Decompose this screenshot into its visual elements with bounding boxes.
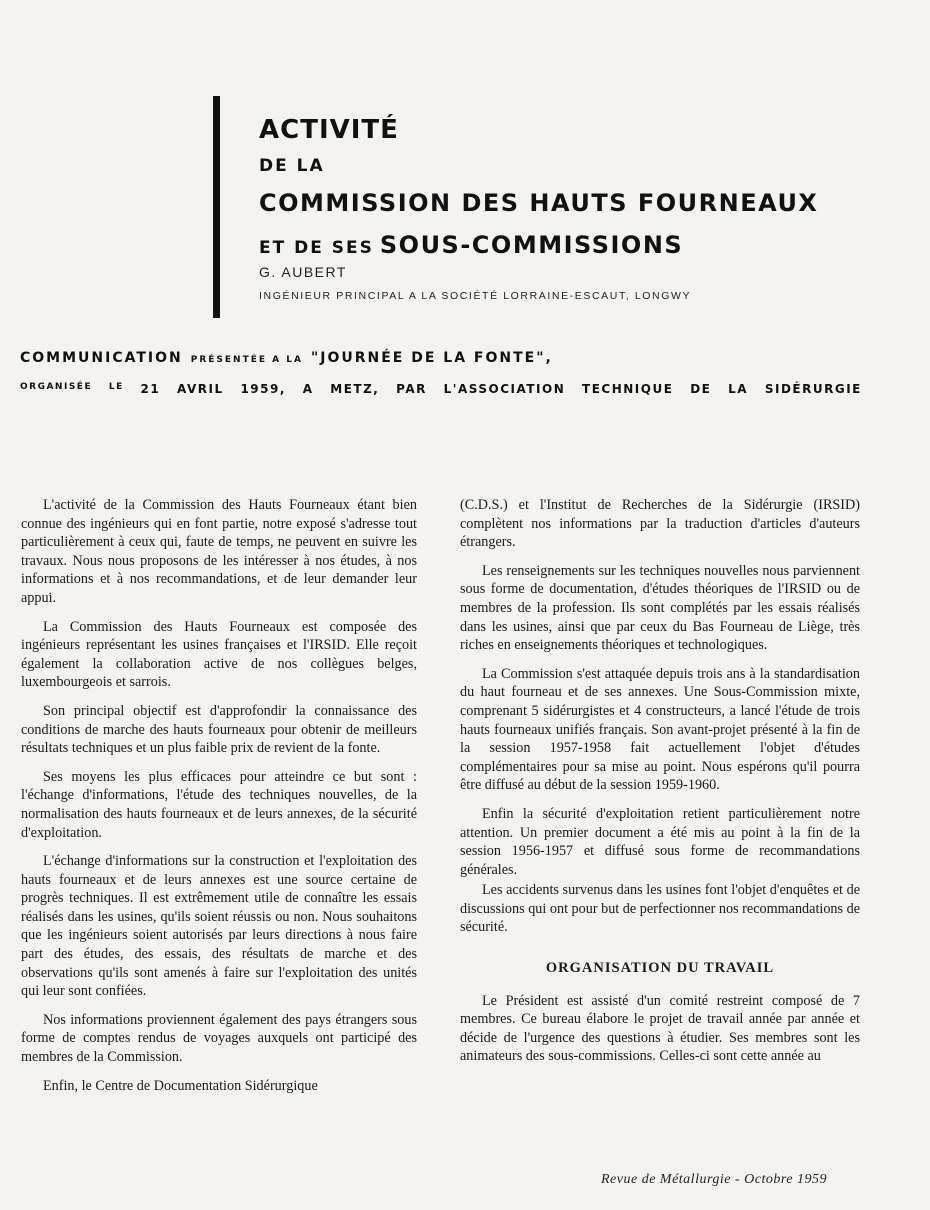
comm-word: TECHNIQUE [582,382,674,396]
article-title [259,110,818,269]
title-line-1: ACTIVITÉ [259,115,399,145]
article-header [213,96,893,318]
communication-presented: PRÉSENTÉE A LA [190,355,303,365]
paragraph: Enfin la sécurité d'exploitation retient particulièrement notre attention. Un premier document a été mis au point à la fin de la session 1956-1957 et diffusé sous forme de recommandations générales. [460,805,860,878]
paragraph: L'échange d'informations sur la construction et l'exploitation des hauts fourneaux et de leurs annexes est une source certaine de progrès techniques. Il est extrêmement utile de connaître les essais réalisés dans les usines, qu'ils soient réussis ou non. Nous souhaitons que les ingénieurs soient autorisés par leurs directions à nous faire part des études, des essais, des résultats de marche et des observations qu'ils sont amenés à faire sur l'exploitation des unités qui leur sont confiées. [21,853,417,1000]
title-line-4-prefix: ET DE SES [259,238,374,258]
comm-word: SIDÉRURGIE [764,382,862,396]
section-heading: ORGANISATION DU TRAVAIL [545,960,775,977]
title-line-3: COMMISSION DES HAUTS FOURNEAUX [259,189,819,217]
paragraph: Les accidents survenus dans les usines font l'objet d'enquêtes et de discussions qui ont pour but de perfectionner nos recommandations de sécurité. [460,882,860,936]
communication-line-1 [20,350,553,366]
author-affiliation: INGÉNIEUR PRINCIPAL A LA SOCIÉTÉ LORRAINE-ESCAUT, LONGWY [259,290,692,302]
paragraph: Ses moyens les plus efficaces pour atteindre ce but sont : l'échange d'informations, l'étude des techniques nouvelles, de la normalisation des hauts fourneaux et de leurs annexes, de la sécurité d'exploitation. [21,768,417,841]
paragraph: L'activité de la Commission des Hauts Fourneaux étant bien connue des ingénieurs qui en font partie, notre exposé s'adresse tout particulièrement à ceux qui, faute de temps, ne peuvent en suivre les travaux. Nous nous proposons de les intéresser à nos études, à nos informations et à nos recommandations, et de leur demander leur appui. [21,497,417,606]
comm-word: LE [108,382,124,392]
paragraph-continuation: (C.D.S.) et l'Institut de Recherches de la Sidérurgie (IRSID) complètent nos informations par la traduction d'articles d'auteurs étrangers. [460,497,860,551]
author-name: G. AUBERT [259,264,347,280]
communication-line-2 [20,382,862,396]
paragraph: Nos informations proviennent également des pays étrangers sous forme de comptes rendus de voyages auxquels ont participé des membres de la Commission. [21,1011,417,1066]
paragraph: La Commission s'est attaquée depuis trois ans à la standardisation du haut fourneau et de ses annexes. Une Sous-Commission mixte, comprenant 5 sidérurgistes et 4 constructeurs, a lancé l'étude de trois hauts fourneaux unifiés français. Son avant-projet présenté à la fin de la session 1957-1958 fait actuellement l'objet d'études complémentaires pour sa mise au point. Nous espérons qu'il pourra être diffusé au début de la session 1959-1960. [460,665,860,794]
communication-word: COMMUNICATION [20,350,183,366]
vertical-rule [213,96,220,318]
left-column [21,496,417,1105]
comm-word: A [302,382,314,396]
title-line-4 [259,224,818,269]
paragraph: La Commission des Hauts Fourneaux est composée des ingénieurs représentant les usines françaises et l'IRSID. Elle reçoit également la collaboration active de nos collègues belges, luxembourgeois et sarrois. [21,618,417,691]
journal-footer: Revue de Métallurgie - Octobre 1959 [601,1172,828,1187]
paragraph: Enfin, le Centre de Documentation Sidérurgique [43,1077,318,1094]
paragraph: Le Président est assisté d'un comité restreint composé de 7 membres. Ce bureau élabore le projet de travail année par année et décide de l'urgence des questions à étudier. Ses membres sont les animateurs des sous-commissions. Celles-ci sont cette année au [460,992,860,1065]
comm-word: L'ASSOCIATION [443,382,566,396]
comm-word: AVRIL [177,382,224,396]
right-column [460,496,860,1076]
communication-event: "JOURNÉE DE LA FONTE", [310,350,553,366]
comm-word: 21 [140,382,161,396]
comm-word: LA [728,382,749,396]
paragraph: Les renseignements sur les techniques nouvelles nous parviennent sous forme de documentation, d'études théoriques de l'IRSID ou de membres de la profession. Ils sont complétés par les essais réalisés dans les usines, ainsi que par ceux du Bas Fourneau de Liège, très riches en enseignements théoriques et technologiques. [460,562,860,654]
comm-word: PAR [396,382,427,396]
comm-word: METZ, [330,382,380,396]
title-line-2: DE LA [259,156,325,176]
title-line-4-main: SOUS-COMMISSIONS [379,231,684,259]
comm-word: ORGANISÉE [20,382,93,392]
paragraph: Son principal objectif est d'approfondir la connaissance des conditions de marche des hauts fourneaux pour obtenir de meilleurs résultats techniques et un plus faible prix de revient de la fonte. [21,702,417,757]
comm-word: DE [690,382,712,396]
comm-word: 1959, [240,382,286,396]
